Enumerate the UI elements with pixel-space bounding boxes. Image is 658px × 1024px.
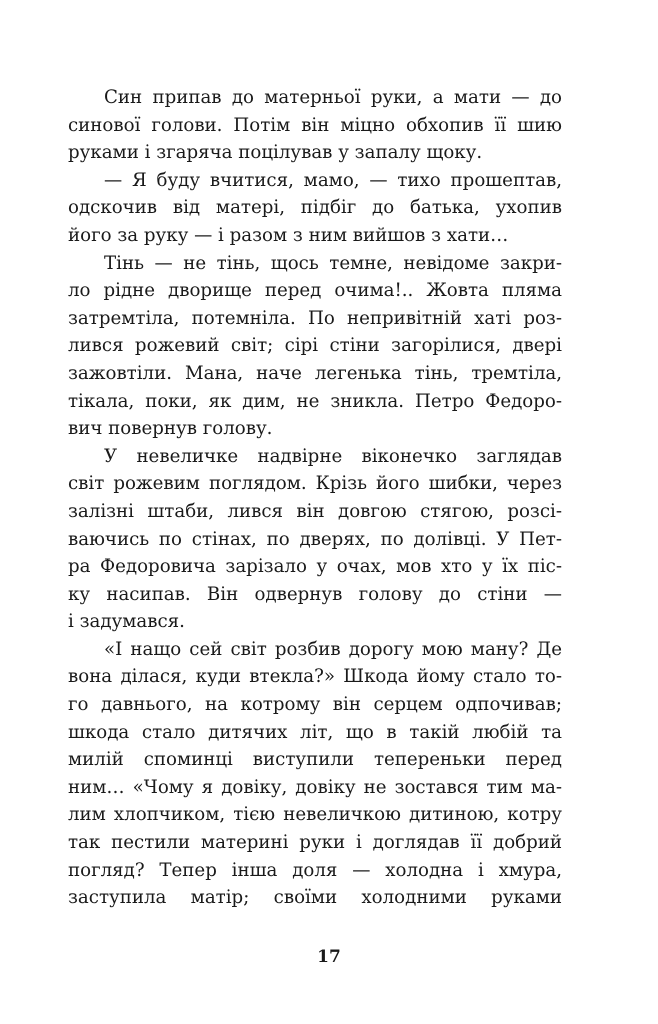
- text-line: ра Федоровича зарізало у очах, мов хто у їх піс-: [68, 556, 562, 578]
- text-line: залізні штаби, лився він довгою стягою, розсі-: [68, 500, 562, 522]
- text-line: ку насипав. Він одвернув голову до стіни —: [68, 583, 562, 605]
- text-line: його за руку — і разом з ним вийшов з хати…: [68, 224, 509, 246]
- text-line: ло рідне дворище перед очима!.. Жовта пляма: [68, 280, 562, 302]
- text-line: вич повернув голову.: [68, 418, 273, 440]
- paragraph: [68, 167, 562, 250]
- text-line: заступила матір; своїми холодними руками: [68, 887, 562, 909]
- text-line: милій споминці виступили тепереньки перед: [68, 749, 562, 771]
- text-line: «І нащо сей світ розбив дорогу мою ману? Де: [104, 638, 562, 660]
- text-line: одскочив від матері, підбіг до батька, ухопив: [68, 197, 562, 219]
- paragraph: [68, 443, 562, 636]
- text-line: зажовтіли. Мана, наче легенька тінь, тремтіла,: [68, 362, 562, 384]
- text-line: синової голови. Потім він міцно обхопив її шию: [68, 114, 562, 136]
- text-line: і задумався.: [68, 611, 185, 633]
- text-line: так пестили материні руки і доглядав її добрий: [68, 832, 562, 854]
- text-line: вона ділася, куди втекла?» Шкода йому стало то-: [68, 666, 562, 688]
- body-text: [68, 84, 562, 912]
- text-line: світ рожевим поглядом. Крізь його шибки, через: [68, 473, 562, 495]
- paragraph: [68, 250, 562, 443]
- text-line: затремтіла, потемніла. По непривітній хаті роз-: [68, 307, 562, 329]
- text-line: погляд? Тепер інша доля — холодна і хмура,: [68, 859, 562, 881]
- text-line: лим хлопчиком, тією невеличкою дитиною, котру: [68, 804, 562, 826]
- text-line: — Я буду вчитися, мамо, — тихо прошептав,: [104, 169, 562, 191]
- text-line: тікала, поки, як дим, не зникла. Петро Федоро-: [68, 390, 562, 412]
- page-number: 17: [317, 947, 341, 967]
- text-line: У невеличке надвірне віконечко заглядав: [104, 445, 562, 467]
- text-line: ваючись по стінах, по дверях, по долівці. У Пет-: [68, 528, 562, 550]
- text-line: го давнього, на котрому він серцем одпочивав;: [68, 694, 562, 716]
- text-line: руками і згаряча поцілував у запалу щоку.: [68, 142, 483, 164]
- paragraph: [68, 636, 562, 912]
- text-line: Тінь — не тінь, щось темне, невідоме закри-: [104, 252, 562, 274]
- text-line: лився рожевий світ; сірі стіни загорілися, двері: [68, 335, 562, 357]
- paragraph: [68, 84, 562, 167]
- text-line: ним… «Чому я довіку, довіку не зостався тим ма-: [68, 776, 562, 798]
- text-line: Син припав до матерньої руки, а мати — до: [104, 87, 562, 108]
- text-line: шкода стало дитячих літ, що в такій любій та: [68, 721, 562, 743]
